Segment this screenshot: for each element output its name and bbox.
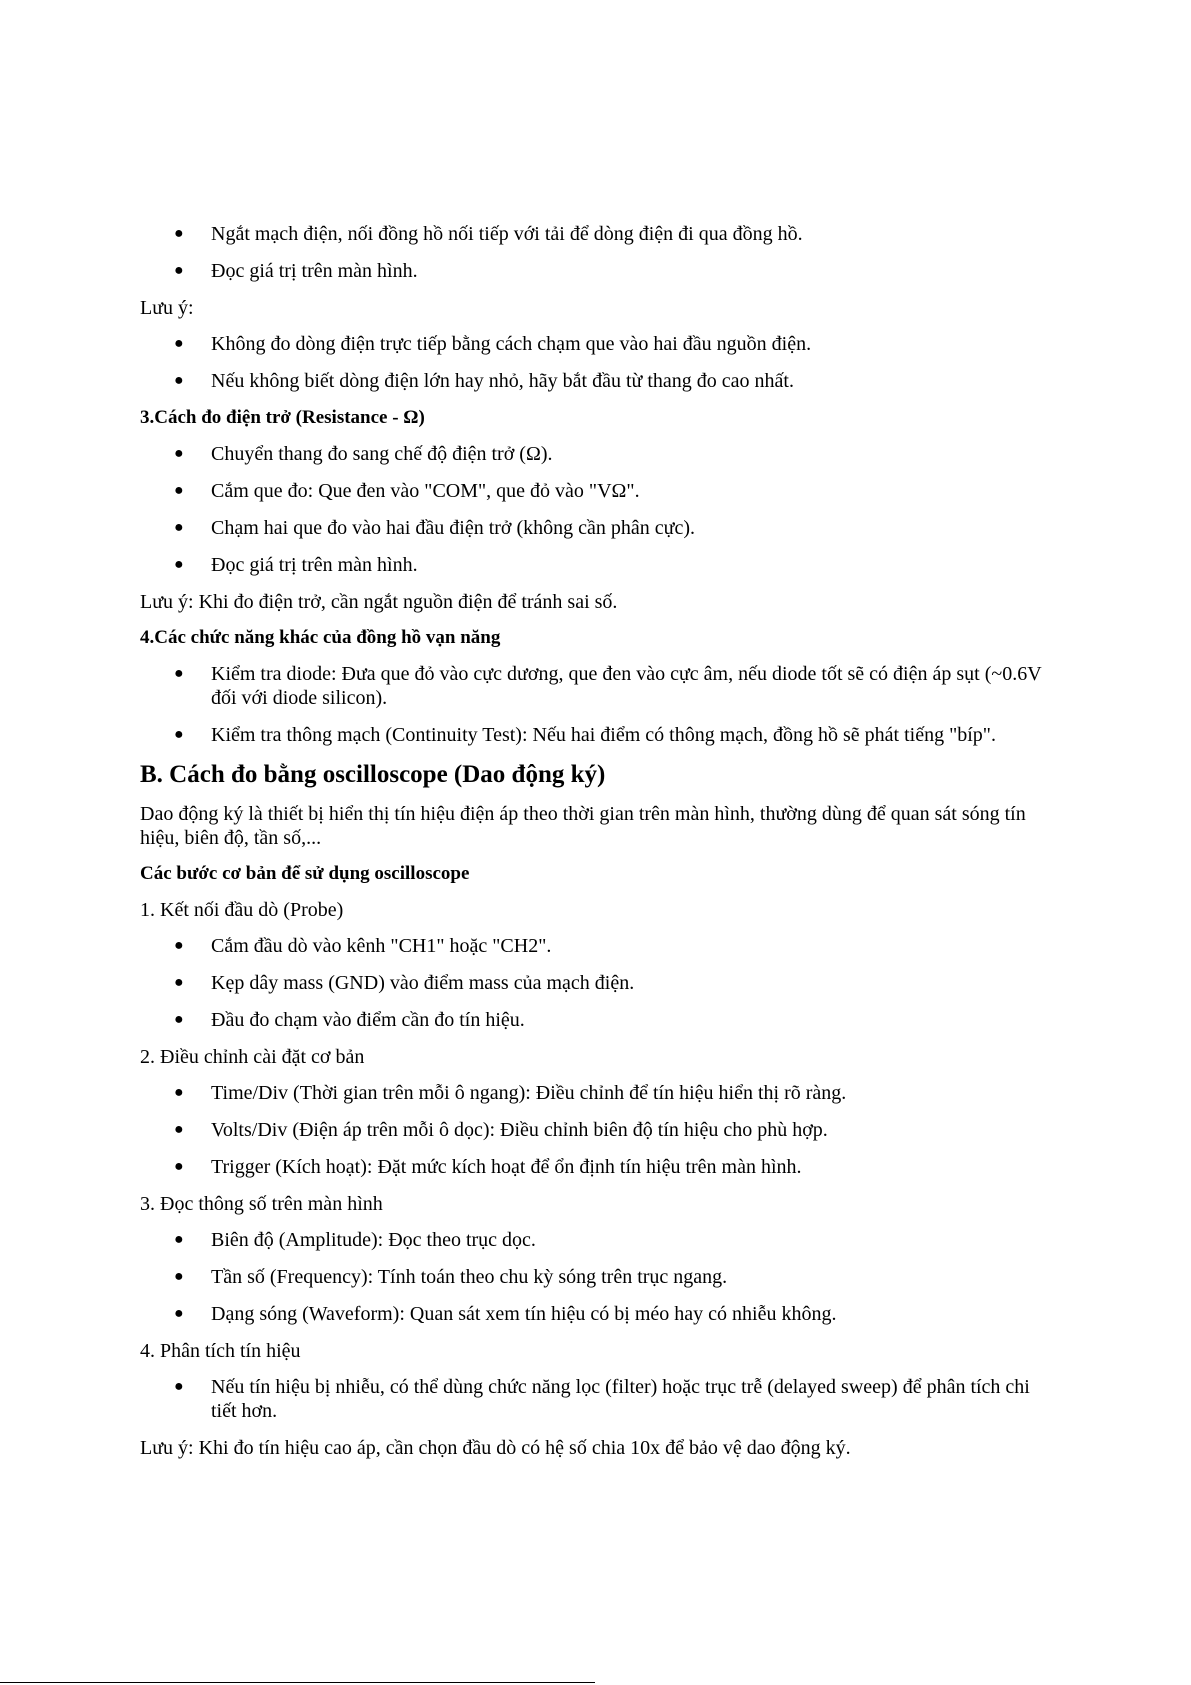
list-item-text: Đọc giá trị trên màn hình. [211,554,418,576]
paragraph: 2. Điều chỉnh cài đặt cơ bản [140,1046,365,1068]
list-item-text: Cắm đầu dò vào kênh "CH1" hoặc "CH2". [211,935,552,957]
bullet-icon: ● [174,937,184,954]
list-item-text: Volts/Div (Điện áp trên mỗi ô dọc): Điều chỉnh biên độ tín hiệu cho phù hợp. [211,1119,828,1141]
list-item [140,259,1050,283]
section-heading: 3.Cách đo điện trở (Resistance - Ω) [140,407,425,428]
list-item-text: Nếu tín hiệu bị nhiễu, có thể dùng chức năng lọc (filter) hoặc trục trễ (delayed sweep) để phân tích chi tiết hơn. [211,1376,1030,1422]
bullet-icon: ● [174,262,184,279]
bullet-list [140,442,1050,577]
bullet-icon: ● [174,1305,184,1322]
list-item-text: Kẹp dây mass (GND) vào điểm mass của mạch điện. [211,972,635,994]
list-item [140,934,1050,958]
bullet-icon: ● [174,445,184,462]
list-item-text: Tần số (Frequency): Tính toán theo chu kỳ sóng trên trục ngang. [211,1266,728,1288]
paragraph: 4. Phân tích tín hiệu [140,1340,301,1362]
list-item-text: Nếu không biết dòng điện lớn hay nhỏ, hãy bắt đầu từ thang đo cao nhất. [211,370,794,392]
bullet-icon: ● [174,519,184,536]
bullet-icon: ● [174,665,184,682]
list-item [140,662,1050,710]
list-item-text: Kiểm tra thông mạch (Continuity Test): Nếu hai điểm có thông mạch, đồng hồ sẽ phát tiếng "bíp". [211,724,996,746]
bullet-icon: ● [174,372,184,389]
list-item [140,1375,1050,1423]
bullet-icon: ● [174,1231,184,1248]
list-item [140,222,1050,246]
list-item-text: Không đo dòng điện trực tiếp bằng cách chạm que vào hai đầu nguồn điện. [211,333,812,355]
bullet-icon: ● [174,1158,184,1175]
list-item-text: Dạng sóng (Waveform): Quan sát xem tín hiệu có bị méo hay có nhiễu không. [211,1303,837,1325]
list-item [140,1228,1050,1252]
bullet-list [140,1375,1050,1423]
list-item-text: Biên độ (Amplitude): Đọc theo trục dọc. [211,1229,536,1251]
list-item [140,1265,1050,1289]
footer-rule [0,1682,595,1683]
bullet-icon: ● [174,1084,184,1101]
bullet-list [140,1081,1050,1179]
bullet-icon: ● [174,556,184,573]
paragraph: 1. Kết nối đầu dò (Probe) [140,899,344,921]
list-item-text: Chạm hai que đo vào hai đầu điện trở (không cần phân cực). [211,517,696,539]
bullet-icon: ● [174,1268,184,1285]
section-heading: 4.Các chức năng khác của đồng hồ vạn năng [140,627,501,648]
bullet-list [140,1228,1050,1326]
bullet-list [140,934,1050,1032]
list-item [140,1155,1050,1179]
list-item [140,442,1050,466]
bullet-icon: ● [174,482,184,499]
paragraph: Dao động ký là thiết bị hiển thị tín hiệu điện áp theo thời gian trên màn hình, thường dùng để quan sát sóng tín hiệu, biên độ, tần số,... [140,803,1026,849]
list-item [140,516,1050,540]
section-heading: Các bước cơ bản để sử dụng oscilloscope [140,863,470,884]
bullet-list [140,332,1050,393]
bullet-list [140,222,1050,283]
list-item [140,723,1050,747]
list-item [140,369,1050,393]
bullet-icon: ● [174,726,184,743]
list-item [140,553,1050,577]
bullet-icon: ● [174,1378,184,1395]
list-item [140,332,1050,356]
chapter-heading: B. Cách đo bằng oscilloscope (Dao động ký) [140,761,606,788]
list-item [140,1118,1050,1142]
paragraph: Lưu ý: [140,297,194,319]
bullet-icon: ● [174,225,184,242]
list-item-text: Đầu đo chạm vào điểm cần đo tín hiệu. [211,1009,525,1031]
list-item-text: Cắm que đo: Que đen vào "COM", que đỏ vào "VΩ". [211,480,640,502]
list-item-text: Trigger (Kích hoạt): Đặt mức kích hoạt để ổn định tín hiệu trên màn hình. [211,1156,802,1178]
list-item [140,1302,1050,1326]
list-item [140,1008,1050,1032]
paragraph: 3. Đọc thông số trên màn hình [140,1193,383,1215]
list-item-text: Đọc giá trị trên màn hình. [211,260,418,282]
bullet-icon: ● [174,335,184,352]
list-item-text: Time/Div (Thời gian trên mỗi ô ngang): Điều chỉnh để tín hiệu hiển thị rõ ràng. [211,1082,847,1104]
paragraph: Lưu ý: Khi đo tín hiệu cao áp, cần chọn đầu dò có hệ số chia 10x để bảo vệ dao động ký. [140,1437,851,1459]
list-item [140,1081,1050,1105]
paragraph: Lưu ý: Khi đo điện trở, cần ngắt nguồn điện để tránh sai số. [140,591,618,613]
list-item-text: Chuyển thang đo sang chế độ điện trở (Ω). [211,443,553,465]
bullet-icon: ● [174,974,184,991]
list-item-text: Kiểm tra diode: Đưa que đỏ vào cực dương, que đen vào cực âm, nếu diode tốt sẽ có điện áp sụt (~0.6V đối với diode silicon). [211,663,1042,709]
list-item [140,479,1050,503]
list-item [140,971,1050,995]
document-page [140,222,1050,1472]
bullet-list [140,662,1050,747]
bullet-icon: ● [174,1011,184,1028]
list-item-text: Ngắt mạch điện, nối đồng hồ nối tiếp với tải để dòng điện đi qua đồng hồ. [211,223,803,245]
bullet-icon: ● [174,1121,184,1138]
